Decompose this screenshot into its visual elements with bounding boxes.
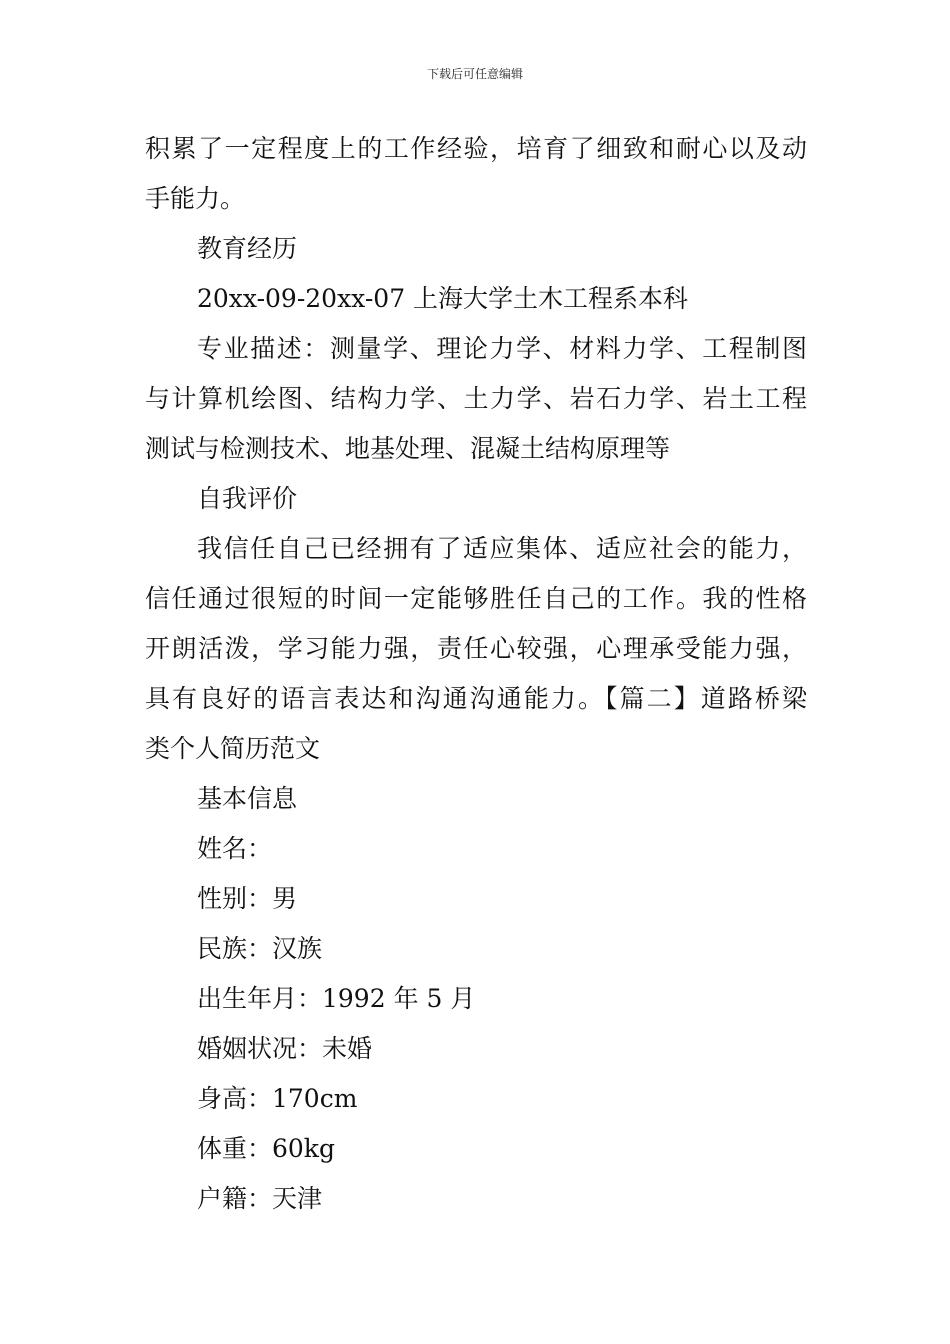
info-name: 姓名： [197,834,273,863]
page-header-note: 下载后可任意编辑 [426,67,523,81]
text-line: 我信任自己已经拥有了适应集体、适应社会的能力， [197,534,807,563]
info-gender: 性别：男 [197,884,298,913]
info-marital-status: 婚姻状况：未婚 [197,1034,373,1063]
info-weight: 体重：60kg [197,1134,335,1163]
info-height: 身高：170cm [197,1084,358,1113]
text-line: 信任通过很短的时间一定能够胜任自己的工作。我的性格 [145,584,807,613]
section-heading-basic-info: 基本信息 [197,784,298,813]
text-line: 与计算机绘图、结构力学、土力学、岩石力学、岩土工程 [145,384,807,413]
document-body [145,124,807,1224]
text-line: 积累了一定程度上的工作经验，培育了细致和耐心以及动 [145,134,807,163]
info-household-registration: 户籍：天津 [197,1184,323,1213]
text-line: 手能力。 [145,184,246,213]
text-line: 开朗活泼，学习能力强，责任心较强，心理承受能力强， [145,634,807,663]
text-line: 专业描述：测量学、理论力学、材料力学、工程制图 [197,334,807,363]
section-heading-education: 教育经历 [197,234,298,263]
info-ethnicity: 民族：汉族 [197,934,323,963]
text-line: 类个人简历范文 [145,734,321,763]
text-line: 具有良好的语言表达和沟通沟通能力。【篇二】道路桥梁 [145,684,807,713]
section-heading-self-evaluation: 自我评价 [197,484,298,513]
education-entry: 20xx-09-20xx-07 上海大学土木工程系本科 [197,284,689,313]
text-line: 测试与检测技术、地基处理、混凝土结构原理等 [145,434,671,463]
info-birth-date: 出生年月：1992 年 5 月 [197,984,476,1013]
